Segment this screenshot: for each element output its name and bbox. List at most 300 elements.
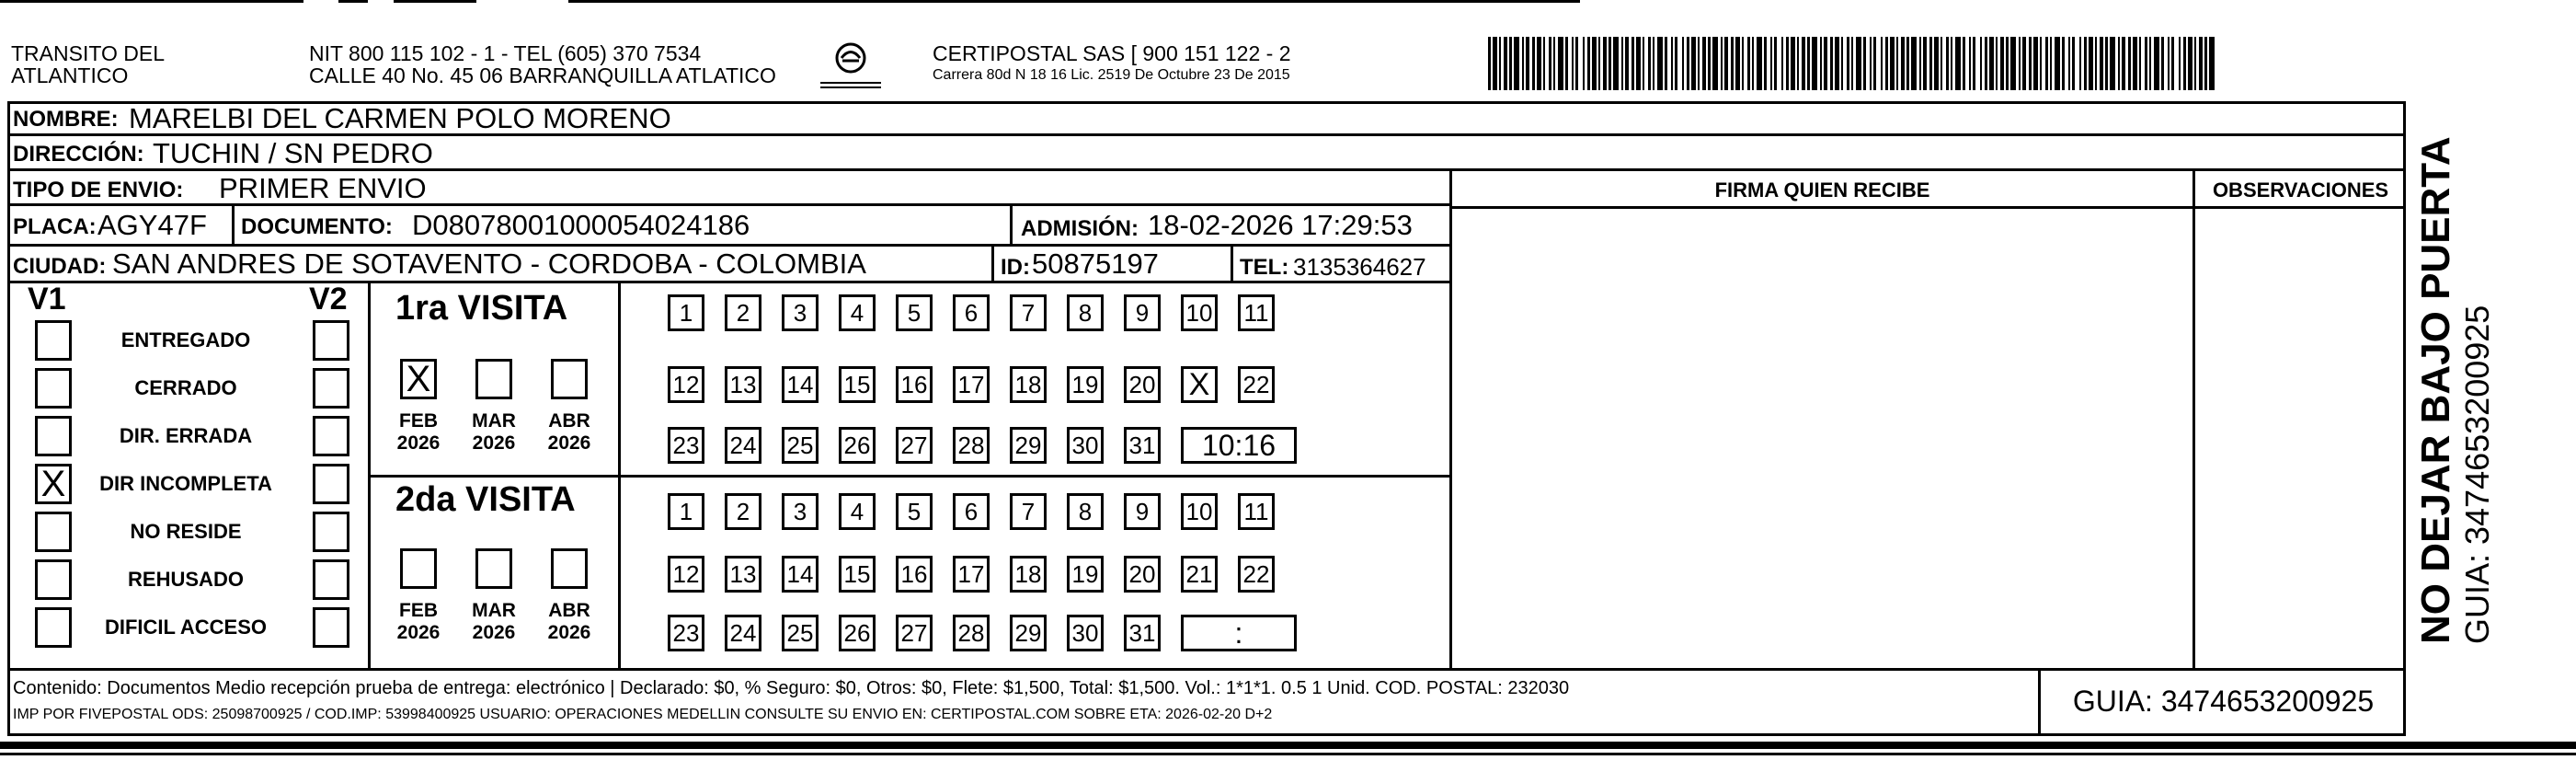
bottom-edge bbox=[0, 753, 2576, 755]
day-box[interactable]: 30 bbox=[1067, 427, 1104, 464]
barcode-bar bbox=[1774, 37, 1777, 90]
barcode-bar bbox=[1488, 37, 1491, 90]
day-box[interactable]: 28 bbox=[953, 427, 990, 464]
month-year: 2026 bbox=[547, 432, 591, 454]
barcode-bar bbox=[1682, 37, 1684, 90]
signature-field[interactable] bbox=[1452, 209, 2192, 668]
top-dash-1 bbox=[0, 0, 303, 3]
barcode-bar bbox=[2171, 37, 2174, 90]
barcode-bar bbox=[2183, 37, 2186, 90]
barcode-bar bbox=[1835, 37, 1839, 90]
day-box[interactable]: 14 bbox=[782, 556, 819, 593]
day-box[interactable]: 1 bbox=[668, 493, 704, 530]
barcode-bar bbox=[2194, 37, 2196, 90]
barcode-bar bbox=[2122, 37, 2125, 90]
day-box[interactable]: 9 bbox=[1124, 493, 1161, 530]
status-v1-checkbox[interactable] bbox=[35, 607, 72, 648]
barcode-bar bbox=[2133, 37, 2137, 90]
carrier-line2: Carrera 80d N 18 16 Lic. 2519 De Octubre 23 De 2015 bbox=[933, 67, 1290, 83]
status-v2-checkbox[interactable] bbox=[313, 464, 349, 504]
barcode-bar bbox=[1989, 37, 1994, 90]
nit-line2: CALLE 40 No. 45 06 BARRANQUILLA ATLATICO bbox=[309, 63, 776, 87]
day-box[interactable]: 2 bbox=[725, 294, 761, 331]
tel-divider bbox=[1231, 247, 1233, 283]
tel-value: 3135364627 bbox=[1293, 253, 1426, 281]
day-box[interactable]: 22 bbox=[1238, 366, 1275, 403]
barcode-bar bbox=[2040, 37, 2042, 90]
top-dash-2 bbox=[338, 0, 368, 3]
day-box[interactable]: 2 bbox=[725, 493, 761, 530]
carrier-line1: CERTIPOSTAL SAS [ 900 151 122 - 2 bbox=[933, 41, 1291, 65]
barcode-bar bbox=[2089, 37, 2093, 90]
barcode-bar bbox=[1911, 37, 1917, 90]
day-box[interactable]: 13 bbox=[725, 556, 761, 593]
barcode-bar bbox=[2168, 37, 2170, 90]
barcode-bar bbox=[1781, 37, 1783, 90]
status-label: ENTREGADO bbox=[120, 328, 251, 351]
barcode-bar bbox=[1514, 37, 1519, 90]
barcode-bar bbox=[1969, 37, 1971, 90]
tipo-value: PRIMER ENVIO bbox=[219, 172, 427, 204]
time-box[interactable]: 10:16 bbox=[1181, 427, 1297, 464]
v1-label: V1 bbox=[28, 282, 66, 317]
barcode-bar bbox=[2128, 37, 2131, 90]
barcode-bar bbox=[1665, 37, 1667, 90]
certipostal-logo bbox=[817, 40, 885, 92]
day-box[interactable]: 4 bbox=[839, 493, 876, 530]
day-box[interactable]: 25 bbox=[782, 427, 819, 464]
org-nit bbox=[309, 42, 776, 86]
day-box[interactable]: 7 bbox=[1010, 493, 1047, 530]
month-checkbox[interactable] bbox=[551, 359, 588, 399]
status-v2-checkbox[interactable] bbox=[313, 607, 349, 648]
carrier-info bbox=[933, 41, 1291, 83]
day-box[interactable]: 8 bbox=[1067, 493, 1104, 530]
day-box[interactable]: 14 bbox=[782, 366, 819, 403]
barcode-bar bbox=[1698, 37, 1700, 90]
barcode-bar bbox=[1543, 37, 1545, 90]
day-box[interactable]: 26 bbox=[839, 615, 876, 651]
barcode-bar bbox=[1575, 37, 1578, 90]
day-box[interactable]: 8 bbox=[1067, 294, 1104, 331]
month-checkbox[interactable] bbox=[551, 548, 588, 589]
day-box[interactable]: 5 bbox=[896, 294, 933, 331]
barcode-bar bbox=[1841, 37, 1843, 90]
top-dash-3 bbox=[394, 0, 476, 3]
day-box[interactable]: 19 bbox=[1067, 366, 1104, 403]
barcode-bar bbox=[1820, 37, 1822, 90]
barcode-bar bbox=[2179, 37, 2181, 90]
barcode-bar bbox=[1946, 37, 1949, 90]
side-text bbox=[2413, 101, 2533, 644]
barcode-bar bbox=[1890, 37, 1895, 90]
month-checkbox[interactable] bbox=[475, 548, 512, 589]
barcode-bar bbox=[1881, 37, 1883, 90]
barcode-bar bbox=[2139, 37, 2141, 90]
status-v1-checkbox[interactable] bbox=[35, 512, 72, 552]
row-placa bbox=[7, 206, 1449, 247]
day-box[interactable]: 21 bbox=[1181, 556, 1218, 593]
month-name: MAR bbox=[472, 410, 516, 432]
day-box[interactable]: 16 bbox=[896, 366, 933, 403]
admision-value: 18-02-2026 17:29:53 bbox=[1148, 209, 1413, 241]
barcode-bar bbox=[1724, 37, 1728, 90]
row-tipo bbox=[7, 171, 1449, 206]
barcode-bar bbox=[2209, 37, 2215, 90]
barcode-bar bbox=[1941, 37, 1942, 90]
barcode-bar bbox=[1752, 37, 1754, 90]
month-name: ABR bbox=[548, 600, 590, 621]
day-box[interactable]: 24 bbox=[725, 427, 761, 464]
day-box[interactable]: 6 bbox=[953, 294, 990, 331]
barcode-bar bbox=[2105, 37, 2108, 90]
barcode-bar bbox=[1747, 37, 1750, 90]
placa-value: AGY47F bbox=[97, 209, 207, 241]
barcode-bar bbox=[1522, 37, 1524, 90]
barcode-bar bbox=[1625, 37, 1629, 90]
status-v1-checkbox[interactable] bbox=[35, 320, 72, 361]
footer-line1: Contenido: Documentos Medio recepción prueba de entrega: electrónico | Declarado: $0, % Seguro: $0, Otros: $0, Flete: $1,500, Total: $1,500. Vol.: 1*1*1. 0.5 1 Unid. COD. POSTAL: 232030 bbox=[13, 678, 1570, 698]
barcode-bar bbox=[2110, 37, 2115, 90]
id-label: ID: bbox=[1001, 255, 1030, 280]
barcode-bar bbox=[1973, 37, 1975, 90]
day-box[interactable]: 27 bbox=[896, 615, 933, 651]
barcode-bar bbox=[2022, 37, 2026, 90]
barcode-bar bbox=[1856, 37, 1861, 90]
barcode-bar bbox=[2068, 37, 2070, 90]
status-v2-checkbox[interactable] bbox=[313, 512, 349, 552]
barcode-bar bbox=[2149, 37, 2151, 90]
month-year: 2026 bbox=[396, 622, 441, 643]
day-box[interactable]: 10 bbox=[1181, 294, 1218, 331]
barcode-bar bbox=[1613, 37, 1619, 90]
barcode-bar bbox=[1621, 37, 1623, 90]
barcode-bar bbox=[1963, 37, 1965, 90]
barcode-bar bbox=[1648, 37, 1651, 90]
status-v1-checkbox[interactable] bbox=[35, 416, 72, 456]
barcode-bar bbox=[1592, 37, 1597, 90]
time-box[interactable]: : bbox=[1181, 615, 1297, 651]
row-ciudad bbox=[7, 247, 1449, 283]
day-box[interactable]: 11 bbox=[1238, 294, 1275, 331]
day-box[interactable]: 7 bbox=[1010, 294, 1047, 331]
month-checkbox[interactable] bbox=[400, 359, 437, 399]
barcode-bar bbox=[2006, 37, 2009, 90]
status-label: DIR INCOMPLETA bbox=[99, 472, 272, 495]
month-checkbox[interactable] bbox=[400, 548, 437, 589]
barcode-bar bbox=[1906, 37, 1909, 90]
day-box[interactable]: 17 bbox=[953, 366, 990, 403]
day-box[interactable]: 5 bbox=[896, 493, 933, 530]
barcode-bar bbox=[2079, 37, 2081, 90]
admision-divider bbox=[1010, 206, 1013, 247]
day-box[interactable]: 20 bbox=[1124, 366, 1161, 403]
barcode-bar bbox=[1770, 37, 1772, 90]
month-name: FEB bbox=[399, 600, 438, 621]
status-label: NO RESIDE bbox=[130, 520, 242, 543]
month-year: 2026 bbox=[472, 432, 516, 454]
status-v2-checkbox[interactable] bbox=[313, 368, 349, 409]
day-box[interactable]: 16 bbox=[896, 556, 933, 593]
barcode-bar bbox=[1830, 37, 1833, 90]
day-box[interactable]: 10 bbox=[1181, 493, 1218, 530]
status-v2-checkbox[interactable] bbox=[313, 559, 349, 600]
barcode-bar bbox=[1742, 37, 1744, 90]
day-box[interactable]: 15 bbox=[839, 556, 876, 593]
barcode-bar bbox=[1583, 37, 1585, 90]
row-nombre bbox=[7, 101, 2406, 136]
barcode-bar bbox=[1499, 37, 1501, 90]
barcode-bar bbox=[1735, 37, 1740, 90]
documento-label: DOCUMENTO: bbox=[241, 214, 393, 239]
nit-line1: NIT 800 115 102 - 1 - TEL (605) 370 7534 bbox=[309, 41, 702, 65]
barcode-bar bbox=[1493, 37, 1497, 90]
day-box[interactable]: 9 bbox=[1124, 294, 1161, 331]
barcode-bar bbox=[1587, 37, 1590, 90]
barcode-bar bbox=[1847, 37, 1849, 90]
placa-divider bbox=[232, 206, 235, 247]
barcode-bar bbox=[1702, 37, 1706, 90]
checkbox-mark: X bbox=[40, 464, 66, 504]
barcode-bar bbox=[1851, 37, 1853, 90]
barcode bbox=[1488, 37, 2216, 90]
barcode-bar bbox=[1636, 37, 1641, 90]
barcode-bar bbox=[2000, 37, 2004, 90]
status-v1-checkbox[interactable] bbox=[35, 559, 72, 600]
day-box[interactable]: 11 bbox=[1238, 493, 1275, 530]
day-box[interactable]: 23 bbox=[668, 615, 704, 651]
barcode-bar bbox=[1896, 37, 1898, 90]
id-value: 50875197 bbox=[1032, 248, 1159, 280]
day-box[interactable]: 12 bbox=[668, 366, 704, 403]
first-visit-title: 1ra VISITA bbox=[395, 289, 568, 328]
barcode-bar bbox=[1603, 37, 1607, 90]
day-box[interactable]: 29 bbox=[1010, 615, 1047, 651]
status-v2-checkbox[interactable] bbox=[313, 416, 349, 456]
barcode-bar bbox=[1653, 37, 1654, 90]
firma-header: FIRMA QUIEN RECIBE bbox=[1714, 178, 1930, 202]
day-box[interactable]: 23 bbox=[668, 427, 704, 464]
month-name: MAR bbox=[472, 600, 516, 621]
barcode-bar bbox=[1812, 37, 1817, 90]
day-box[interactable]: 12 bbox=[668, 556, 704, 593]
checkbox-mark: X bbox=[406, 359, 431, 399]
barcode-bar bbox=[2019, 37, 2021, 90]
month-year: 2026 bbox=[547, 622, 591, 643]
status-v2-checkbox[interactable] bbox=[313, 320, 349, 361]
nombre-label: NOMBRE: bbox=[13, 107, 119, 132]
barcode-bar bbox=[2072, 37, 2075, 90]
month-checkbox[interactable] bbox=[475, 359, 512, 399]
barcode-bar bbox=[1919, 37, 1921, 90]
id-divider bbox=[991, 247, 994, 283]
barcode-bar bbox=[1549, 37, 1551, 90]
day-box[interactable]: 19 bbox=[1067, 556, 1104, 593]
bottom-rule bbox=[0, 742, 2576, 749]
direccion-label: DIRECCIÓN: bbox=[13, 142, 144, 167]
day-box[interactable]: 18 bbox=[1010, 556, 1047, 593]
barcode-bar bbox=[2154, 37, 2159, 90]
barcode-bar bbox=[2188, 37, 2192, 90]
barcode-bar bbox=[2145, 37, 2147, 90]
barcode-bar bbox=[1565, 37, 1568, 90]
footer-line2: IMP POR FIVEPOSTAL ODS: 25098700925 / COD.IMP: 53998400925 USUARIO: OPERACIONES MEDELLIN CONSULTE SU ENVIO EN: CERTIPOSTAL.COM SOBRE ETA: 2026-02-20 D+2 bbox=[13, 707, 1273, 722]
month-name: FEB bbox=[399, 410, 438, 432]
barcode-bar bbox=[1807, 37, 1810, 90]
footer-guia: GUIA: 3474653200925 bbox=[2072, 685, 2375, 718]
status-label: CERRADO bbox=[134, 376, 237, 399]
barcode-bar bbox=[1885, 37, 1888, 90]
barcode-bar bbox=[2029, 37, 2032, 90]
day-box[interactable]: 6 bbox=[953, 493, 990, 530]
status-v1-checkbox[interactable] bbox=[35, 368, 72, 409]
barcode-bar bbox=[1598, 37, 1600, 90]
barcode-bar bbox=[2010, 37, 2016, 90]
day-box[interactable]: 24 bbox=[725, 615, 761, 651]
barcode-bar bbox=[2199, 37, 2203, 90]
barcode-bar bbox=[2100, 37, 2103, 90]
placa-label: PLACA: bbox=[13, 214, 97, 239]
day-box[interactable]: 27 bbox=[896, 427, 933, 464]
nombre-value: MARELBI DEL CARMEN POLO MORENO bbox=[129, 102, 671, 134]
day-box[interactable]: 3 bbox=[782, 294, 819, 331]
barcode-bar bbox=[2204, 37, 2207, 90]
barcode-bar bbox=[1504, 37, 1507, 90]
barcode-bar bbox=[1980, 37, 1982, 90]
barcode-bar bbox=[1609, 37, 1611, 90]
status-label: DIR. ERRADA bbox=[119, 424, 253, 447]
day-box[interactable]: 31 bbox=[1124, 427, 1161, 464]
barcode-bar bbox=[1870, 37, 1872, 90]
barcode-bar bbox=[1643, 37, 1644, 90]
barcode-bar bbox=[2161, 37, 2164, 90]
barcode-bar bbox=[1526, 37, 1529, 90]
day-box[interactable]: 28 bbox=[953, 615, 990, 651]
day-box[interactable]: 4 bbox=[839, 294, 876, 331]
ciudad-label: CIUDAD: bbox=[13, 254, 107, 279]
month-label bbox=[464, 410, 523, 455]
barcode-bar bbox=[2095, 37, 2097, 90]
barcode-bar bbox=[2045, 37, 2048, 90]
direccion-value: TUCHIN / SN PEDRO bbox=[153, 137, 433, 169]
ciudad-value: SAN ANDRES DE SOTAVENTO - CORDOBA - COLOMBIA bbox=[112, 248, 866, 280]
barcode-bar bbox=[1537, 37, 1541, 90]
tipo-label: TIPO DE ENVIO: bbox=[13, 178, 184, 202]
row-direccion bbox=[7, 136, 2406, 171]
barcode-bar bbox=[1824, 37, 1827, 90]
barcode-bar bbox=[1797, 37, 1799, 90]
footer-rule bbox=[7, 668, 2406, 671]
no-dejar-bajo-puerta: NO DEJAR BAJO PUERTA bbox=[2413, 136, 2458, 644]
barcode-bar bbox=[1934, 37, 1939, 90]
barcode-bar bbox=[1687, 37, 1689, 90]
barcode-bar bbox=[1657, 37, 1663, 90]
month-year: 2026 bbox=[472, 622, 516, 643]
day-box[interactable]: 13 bbox=[725, 366, 761, 403]
barcode-bar bbox=[1764, 37, 1767, 90]
barcode-bar bbox=[1757, 37, 1762, 90]
barcode-bar bbox=[2033, 37, 2038, 90]
month-year: 2026 bbox=[396, 432, 441, 454]
side-guia: GUIA: 3474653200925 bbox=[2458, 305, 2496, 644]
barcode-bar bbox=[1955, 37, 1961, 90]
org-line2: ATLANTICO bbox=[11, 63, 129, 87]
day-box[interactable]: 15 bbox=[839, 366, 876, 403]
day-box[interactable]: 29 bbox=[1010, 427, 1047, 464]
barcode-bar bbox=[1558, 37, 1563, 90]
barcode-bar bbox=[1553, 37, 1555, 90]
barcode-bar bbox=[1873, 37, 1876, 90]
observaciones-field[interactable] bbox=[2195, 209, 2406, 668]
status-v1-checkbox[interactable] bbox=[35, 464, 72, 504]
v2-label: V2 bbox=[309, 282, 348, 317]
day-box[interactable]: X bbox=[1181, 366, 1218, 403]
barcode-bar bbox=[1712, 37, 1718, 90]
day-box[interactable]: 31 bbox=[1124, 615, 1161, 651]
day-box[interactable]: 30 bbox=[1067, 615, 1104, 651]
month-label bbox=[464, 600, 523, 644]
org-line1: TRANSITO DEL bbox=[11, 41, 165, 65]
barcode-bar bbox=[1708, 37, 1711, 90]
barcode-bar bbox=[1731, 37, 1734, 90]
barcode-bar bbox=[2118, 37, 2120, 90]
barcode-bar bbox=[1675, 37, 1677, 90]
month-label bbox=[389, 410, 448, 455]
barcode-bar bbox=[1721, 37, 1723, 90]
day-box[interactable]: 18 bbox=[1010, 366, 1047, 403]
barcode-bar bbox=[1863, 37, 1866, 90]
barcode-bar bbox=[1802, 37, 1805, 90]
day-box[interactable]: 17 bbox=[953, 556, 990, 593]
barcode-bar bbox=[1996, 37, 1998, 90]
barcode-bar bbox=[1791, 37, 1795, 90]
top-dash-4 bbox=[568, 0, 1580, 3]
day-box[interactable]: 20 bbox=[1124, 556, 1161, 593]
month-label bbox=[389, 600, 448, 644]
day-box[interactable]: 3 bbox=[782, 493, 819, 530]
barcode-bar bbox=[1929, 37, 1932, 90]
barcode-bar bbox=[1572, 37, 1574, 90]
barcode-bar bbox=[1671, 37, 1673, 90]
day-box[interactable]: 22 bbox=[1238, 556, 1275, 593]
barcode-bar bbox=[1532, 37, 1535, 90]
documento-value: D08078001000054024186 bbox=[412, 209, 750, 241]
barcode-bar bbox=[1691, 37, 1696, 90]
month-name: ABR bbox=[548, 410, 590, 432]
barcode-bar bbox=[2055, 37, 2060, 90]
status-label: DIFICIL ACCESO bbox=[104, 616, 267, 639]
barcode-bar bbox=[1901, 37, 1905, 90]
month-label bbox=[540, 600, 599, 644]
day-box[interactable]: 26 bbox=[839, 427, 876, 464]
barcode-bar bbox=[1923, 37, 1927, 90]
day-box[interactable]: 1 bbox=[668, 294, 704, 331]
observaciones-header: OBSERVACIONES bbox=[2212, 178, 2389, 202]
status-label: REHUSADO bbox=[128, 568, 244, 591]
side-text-rotated bbox=[2413, 101, 2496, 644]
tel-label: TEL: bbox=[1240, 255, 1289, 280]
visit-split-rule bbox=[371, 475, 1449, 478]
barcode-bar bbox=[2084, 37, 2087, 90]
barcode-bar bbox=[2062, 37, 2065, 90]
barcode-bar bbox=[2050, 37, 2052, 90]
day-box[interactable]: 25 bbox=[782, 615, 819, 651]
month-label bbox=[540, 410, 599, 455]
org-name bbox=[11, 42, 165, 86]
barcode-bar bbox=[1786, 37, 1789, 90]
barcode-bar bbox=[1985, 37, 1987, 90]
second-visit-title: 2da VISITA bbox=[395, 480, 576, 519]
